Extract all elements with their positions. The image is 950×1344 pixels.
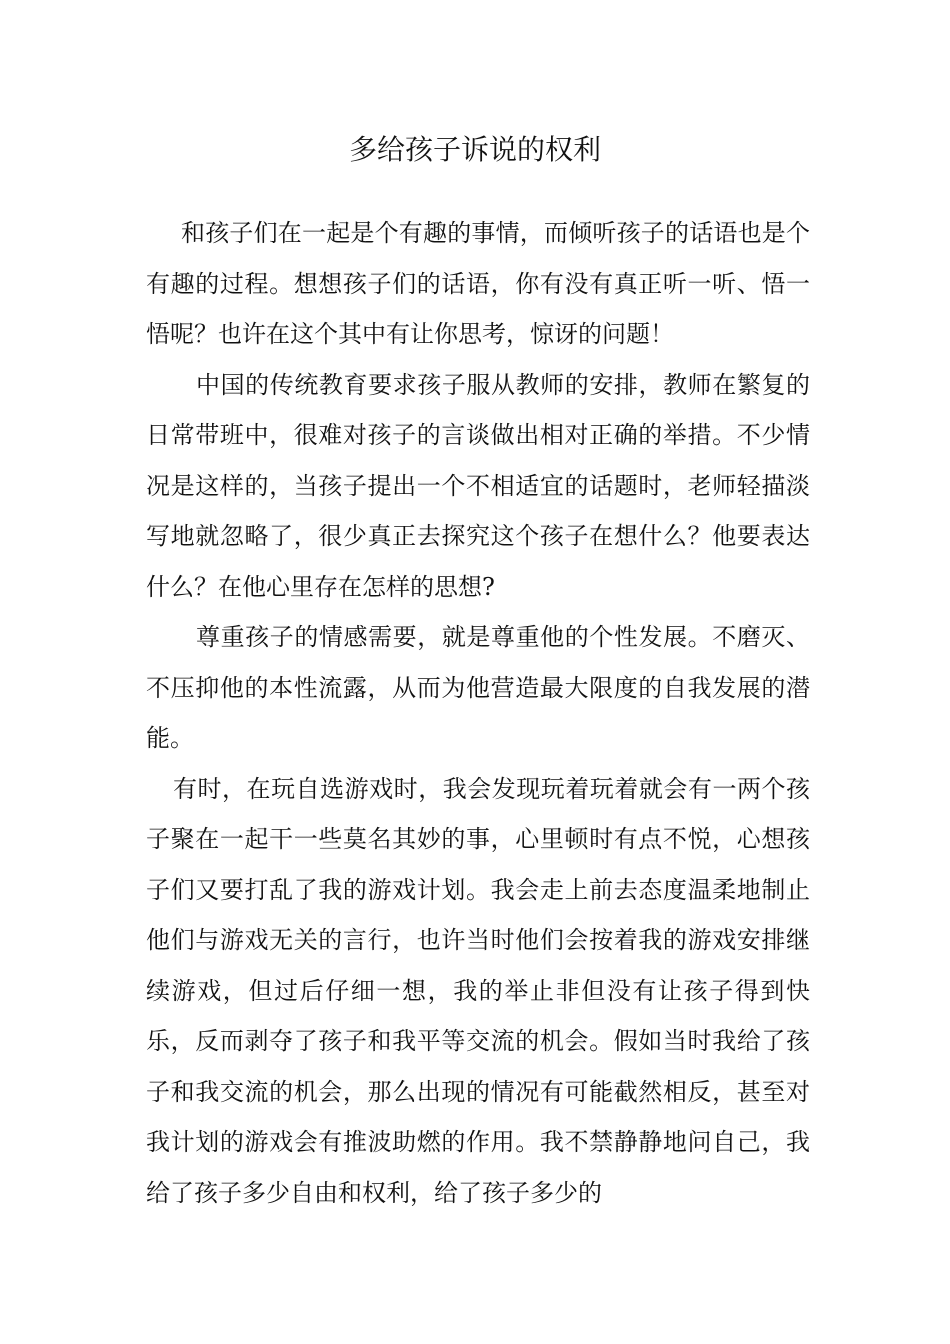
paragraph-3: 尊重孩子的情感需要，就是尊重他的个性发展。不磨灭、不压抑他的本性流露，从而为他营造最大限度的自我发展的潜能。	[146, 623, 810, 752]
paragraph-1: 和孩子们在一起是个有趣的事情，而倾听孩子的话语也是个有趣的过程。想想孩子们的话语，你有没有真正听一听、悟一悟呢？也许在这个其中有让你思考，惊讶的问题！	[146, 219, 810, 348]
paragraph-2: 中国的传统教育要求孩子服从教师的安排，教师在繁复的日常带班中，很难对孩子的言谈做出相对正确的举措。不少情况是这样的，当孩子提出一个不相适宜的话题时，老师轻描淡写地就忽略了，很少真正去探究这个孩子在想什么？他要表达什么？在他心里存在怎样的思想?	[146, 370, 810, 601]
document-title: 多给孩子诉说的权利	[348, 133, 601, 166]
paragraph-4: 有时，在玩自选游戏时，我会发现玩着玩着就会有一两个孩子聚在一起干一些莫名其妙的事，心里顿时有点不悦，心想孩子们又要打乱了我的游戏计划。我会走上前去态度温柔地制止他们与游戏无关的言行，也许当时他们会按着我的游戏安排继续游戏，但过后仔细一想，我的举止非但没有让孩子得到快乐，反而剥夺了孩子和我平等交流的机会。假如当时我给了孩子和我交流的机会，那么出现的情况有可能截然相反，甚至对我计划的游戏会有推波助燃的作用。我不禁静静地问自己，我给了孩子多少自由和权利，给了孩子多少的	[146, 774, 810, 1207]
document-body	[146, 208, 810, 1218]
